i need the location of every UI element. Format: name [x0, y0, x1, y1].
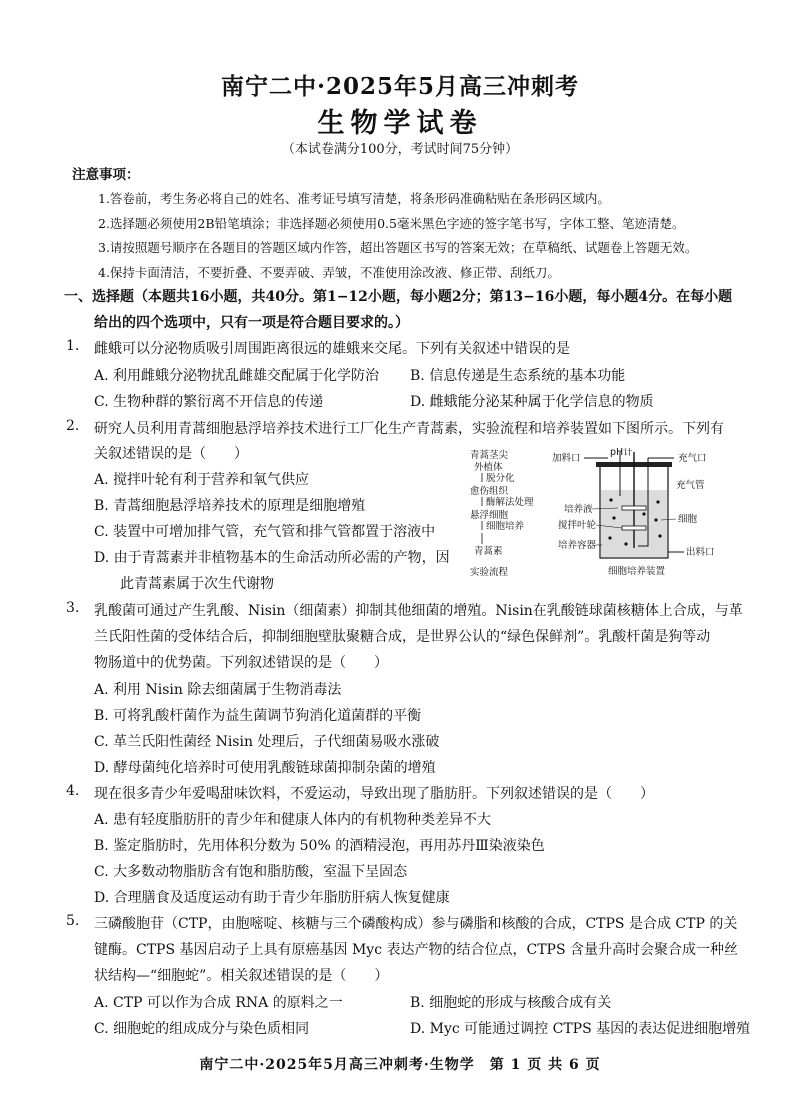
option-b: B. 信息传递是生态系统的基本功能	[410, 368, 626, 384]
cell-dot	[609, 498, 612, 501]
option-c: C. 生物种群的繁衍离不开信息的传递	[94, 394, 324, 410]
notice-item: 2.选择题必须使用2B铅笔填涂；非选择题必须使用0.5毫米黑色字迹的签字笔书写，字体工整、笔迹清楚。	[98, 216, 685, 231]
label-ph: pH计	[610, 448, 633, 458]
question-stem: 状结构—“细胞蛇”。相关叙述错误的是（ ）	[94, 968, 389, 984]
cell-dot	[624, 542, 627, 545]
option-c: C. 装置中可增加排气管，充气管和排气管都置于溶液中	[94, 524, 436, 540]
question-number: 3.	[66, 600, 80, 616]
subject-title: 生物学试卷	[317, 108, 483, 139]
question-stem: 研究人员利用青蒿细胞悬浮培养技术进行工厂化生产青蒿素，实验流程和培养装置如下图所示。下列有	[94, 421, 724, 437]
option-c: C. 革兰氏阳性菌经 Nisin 处理后，子代细菌易吸水涨破	[94, 734, 440, 750]
question-stem: 现在很多青少年爱喝甜味饮料，不爱运动，导致出现了脂肪肝。下列叙述错误的是（ ）	[94, 786, 654, 802]
question-stem: 兰氏阳性菌的受体结合后，抑制细胞壁肽聚糖合成，是世界公认的“绿色保鲜剂”。乳酸杆菌是狗等动	[94, 629, 711, 645]
option-d: D. 雌蛾能分泌某种属于化学信息的物质	[410, 394, 654, 410]
question-stem: 物肠道中的优势菌。下列叙述错误的是（ ）	[94, 655, 388, 671]
flow-step: 青蒿素	[474, 546, 503, 557]
label-medium: 培养液	[564, 504, 593, 515]
option-b: B. 细胞蛇的形成与核酸合成有关	[410, 995, 612, 1011]
section-heading-cont: 给出的四个选项中，只有一项是符合题目要求的。）	[94, 315, 409, 331]
option-d: D. Myc 可能通过调控 CTPS 基因的表达促进细胞增殖	[410, 1021, 751, 1037]
page-footer: 南宁二中·2025年5月高三冲刺考·生物学 第 1 页 共 6 页	[199, 1057, 601, 1073]
flow-step: 酶解法处理	[486, 497, 534, 508]
notice-item: 1.答卷前，考生务必将自己的姓名、准考证号填写清楚，将条形码准确粘贴在条形码区域内。	[98, 191, 610, 206]
cell-dot	[642, 512, 645, 515]
option-c: C. 细胞蛇的组成成分与染色质相同	[94, 1021, 310, 1037]
option-a: A. 患有轻度脂肪肝的青少年和健康人体内的有机物种类差异不大	[94, 812, 492, 828]
option-d: D. 合理膳食及适度运动有助于青少年脂肪肝病人恢复健康	[94, 890, 450, 906]
option-b: B. 可将乳酸杆菌作为益生菌调节狗消化道菌群的平衡	[94, 708, 422, 724]
section-heading: 一、选择题（本题共16小题，共40分。第1−12小题，每小题2分；第13−16小题，每小题4分。在每小题	[64, 289, 733, 305]
cell-dot	[612, 516, 615, 519]
option-c: C. 大多数动物脂肪含有饱和脂肪酸，室温下呈固态	[94, 864, 408, 880]
figure-caption: 细胞培养装置	[608, 566, 666, 577]
question-stem: 键酶。CTPS 基因启动子上具有原癌基因 Myc 表达产物的结合位点，CTPS 含量升高时会聚合成一种丝	[94, 942, 739, 958]
cell-dot	[654, 518, 657, 521]
option-a: A. CTP 可以作为合成 RNA 的原料之一	[94, 995, 343, 1011]
impeller-blade	[622, 526, 646, 530]
notice-item: 3.请按照题号顺序在各题目的答题区域内作答，超出答题区书写的答案无效；在草稿纸、试题卷上答题无效。	[98, 240, 698, 255]
flow-caption: 实验流程	[470, 567, 509, 578]
question-number: 5.	[66, 913, 80, 929]
label-outlet: 出料口	[686, 547, 715, 558]
culture-figure	[468, 448, 728, 580]
label-impeller: 搅拌叶轮	[558, 520, 597, 531]
label-air-pipe: 充气管	[676, 480, 705, 491]
option-a: A. 利用雌蛾分泌物扰乱雌雄交配属于化学防治	[94, 368, 380, 384]
option-d: D. 酵母菌纯化培养时可使用乳酸链球菌抑制杂菌的增殖	[94, 760, 436, 776]
exam-title: 南宁二中·2025年5月高三冲刺考	[220, 73, 580, 100]
label-inlet: 加料口	[552, 453, 581, 464]
question-number: 4.	[66, 783, 80, 799]
question-stem: 乳酸菌可通过产生乳酸、Nisin（细菌素）抑制其他细菌的增殖。Nisin在乳酸链球菌核糖体上合成，与革	[94, 603, 743, 619]
notice-item: 4.保持卡面清洁，不要折叠、不要弄破、弄皱，不准使用涂改液、修正带、刮纸刀。	[98, 265, 560, 280]
flow-step: 脱分化	[486, 473, 515, 484]
cell-dot	[656, 500, 659, 503]
impeller-blade	[622, 506, 646, 510]
question-number: 1.	[66, 338, 80, 354]
question-number: 2.	[66, 418, 80, 434]
label-cells: 细胞	[678, 514, 698, 525]
option-b: B. 鉴定脂肪时，先用体积分数为 50% 的酒精浸泡，再用苏丹Ⅲ染液染色	[94, 838, 545, 854]
question-stem: 三磷酸胞苷（CTP，由胞嘧啶、核糖与三个磷酸构成）参与磷脂和核酸的合成，CTPS 是合成 CTP 的关	[94, 916, 738, 932]
label-air-in: 充气口	[678, 453, 707, 464]
option-b: B. 青蒿细胞悬浮培养技术的原理是细胞增殖	[94, 498, 366, 514]
cell-dot	[658, 534, 661, 537]
question-stem: 关叙述错误的是（ ）	[94, 446, 248, 462]
option-d: D. 由于青蒿素并非植物基本的生命活动所必需的产物，因	[94, 550, 450, 566]
flow-step: 悬浮细胞	[470, 510, 509, 521]
flow-step: 外植体	[474, 462, 503, 473]
flow-step: 愈伤组织	[470, 486, 509, 497]
notice-heading: 注意事项：	[72, 167, 140, 183]
option-d-cont: 此青蒿素属于次生代谢物	[120, 576, 274, 592]
label-vessel: 培养容器	[558, 540, 597, 551]
option-a: A. 利用 Nisin 除去细菌属于生物消毒法	[94, 682, 342, 698]
flow-step: 青蒿茎尖	[470, 450, 509, 461]
cell-dot	[608, 536, 611, 539]
exam-note: （本试卷满分100分，考试时间75分钟）	[281, 142, 519, 157]
option-a: A. 搅拌叶轮有利于营养和氧气供应	[94, 472, 310, 488]
flow-step: 细胞培养	[486, 521, 525, 532]
question-stem: 雌蛾可以分泌物质吸引周围距离很远的雄蛾来交尾。下列有关叙述中错误的是	[94, 341, 570, 357]
